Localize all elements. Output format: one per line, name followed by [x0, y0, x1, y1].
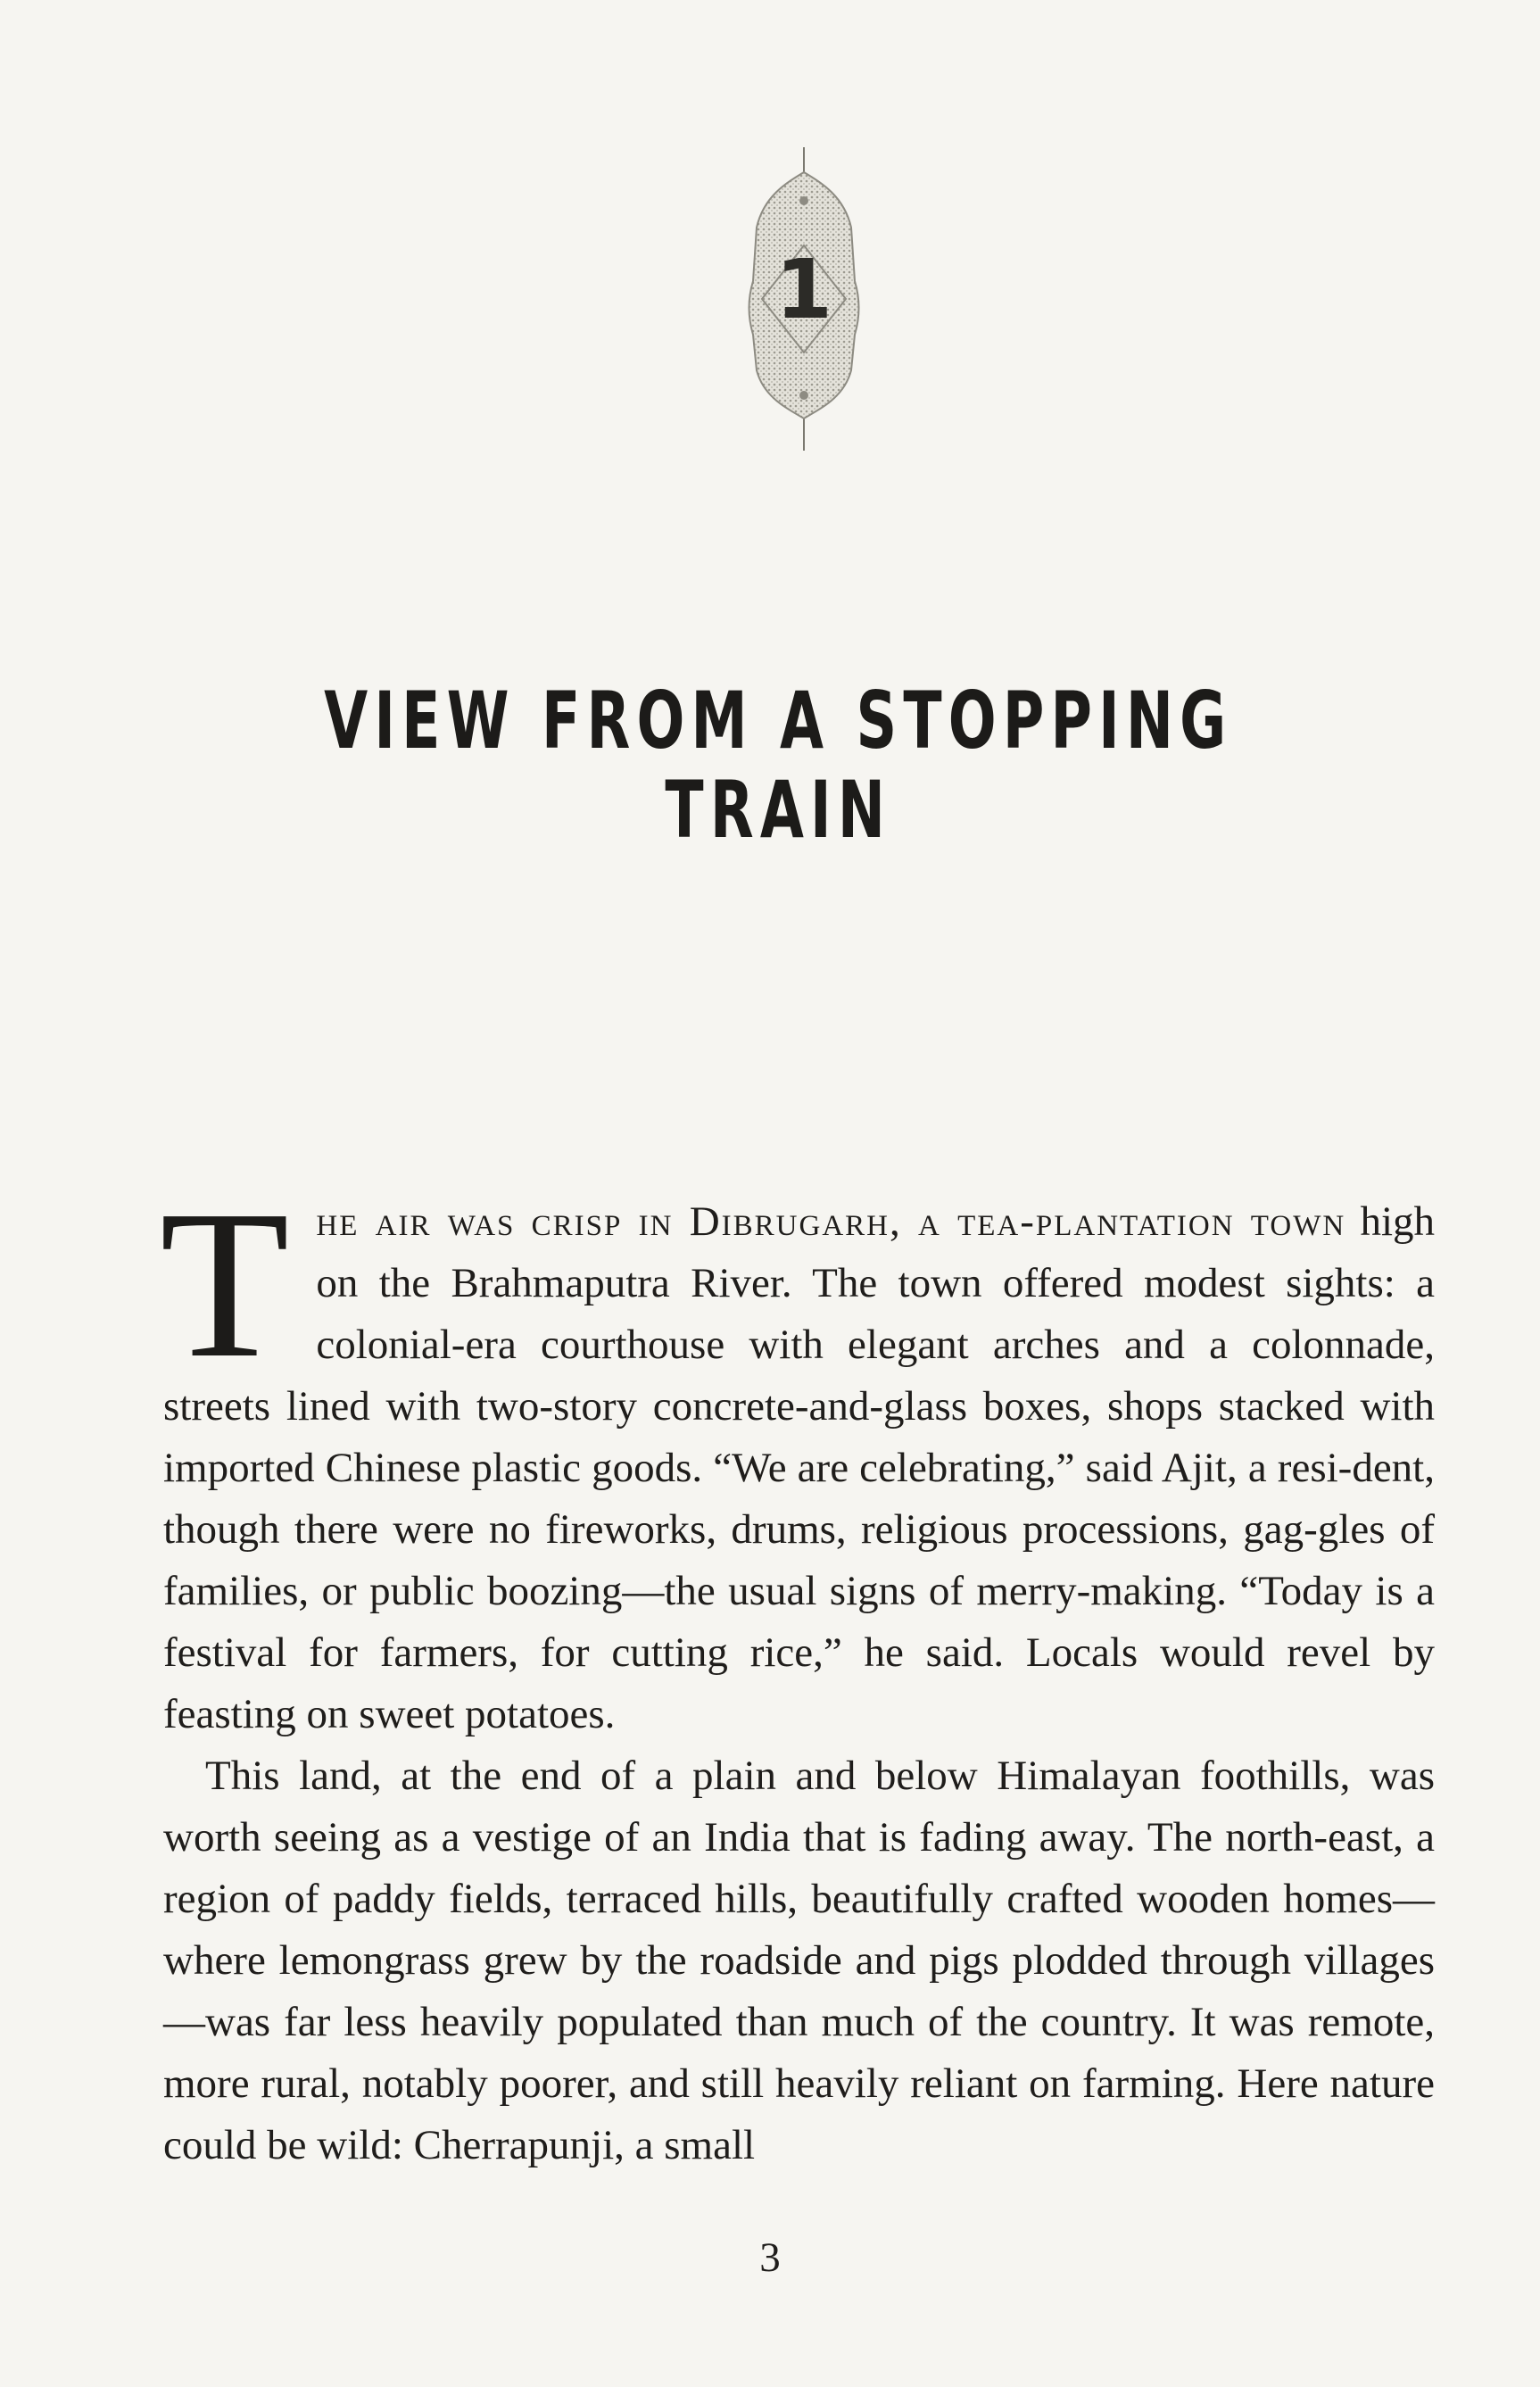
- page-number: 3: [759, 2234, 781, 2281]
- drop-cap: T: [160, 1167, 290, 1402]
- paragraph-text: high on the Brahmaputra River. The town offered modest sights: a colonial-era courthouse with elegant arches and a colonnade, streets lined with two-story concrete-and-glass boxes, shops stacked with imported Chinese plastic goods. “We are celebrating,” said Ajit, a resi-dent, though there were no fireworks, drums, religious processions, gag-gles of families, or public boozing—the usual signs of merry-making. “Today is a festival for farmers, for cutting rice,” he said. Locals would revel by feasting on sweet potatoes.: [163, 1198, 1436, 1737]
- lead-in-small-caps: he air was crisp in Dibrugarh, a tea-plantation town: [316, 1198, 1346, 1245]
- paragraph: This land, at the end of a plain and below Himalayan foothills, was worth seeing as a vestige of an India that is fading away. The north-east, a region of paddy fields, terraced hills, beautifully crafted wooden homes—where lemongrass grew by the roadside and pigs plodded through villages—was far less heavily populated than much of the country. It was remote, more rural, notably poorer, and still heavily reliant on farming. Here nature could be wild: Cherrapunji, a small: [163, 1753, 1435, 2168]
- paragraph: [160, 1167, 1436, 1745]
- chapter-title: VIEW FROM A STOPPING TRAIN: [324, 675, 1233, 856]
- body-text: [160, 1167, 1436, 2176]
- chapter-number: 1: [774, 242, 832, 337]
